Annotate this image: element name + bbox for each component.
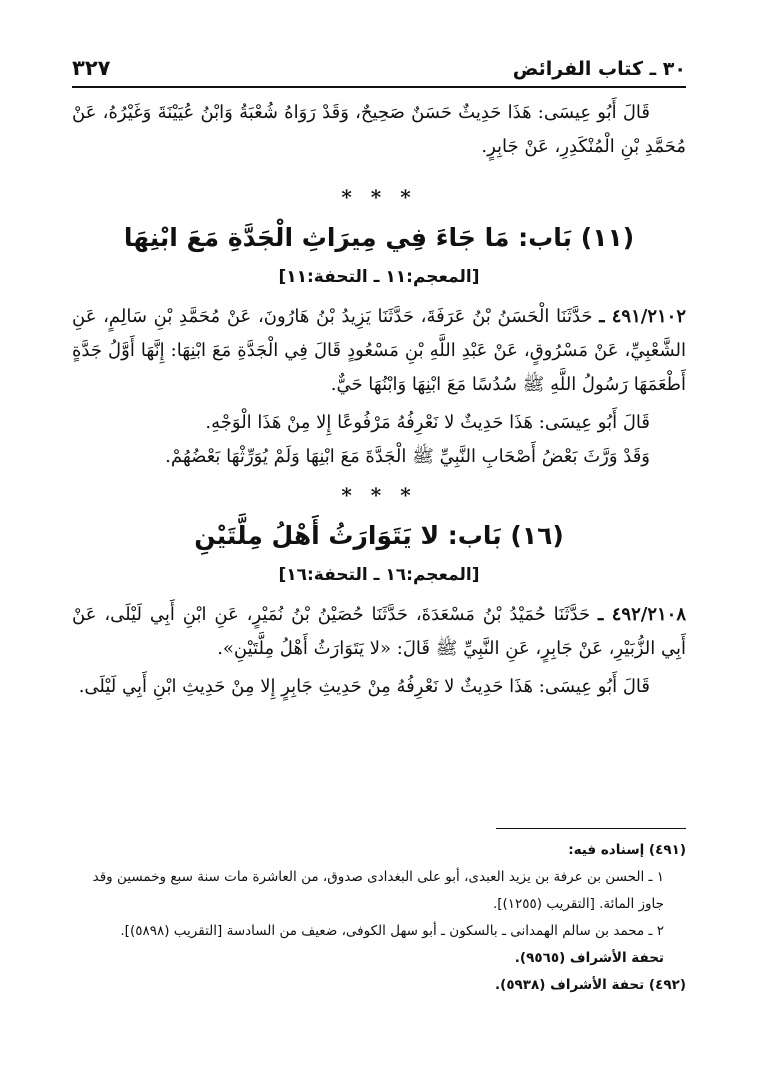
hadith-text: حَدَّثَنَا الْحَسَنُ بْنُ عَرَفَةَ، حَدَّثَنَا يَزِيدُ بْنُ هَارُونَ، عَنْ مُحَمَّدِ بْنِ سَالِمٍ، عَنِ الشَّعْبِيِّ، عَنْ مَسْرُوقٍ، عَنْ عَبْدِ اللَّهِ بْنِ مَسْعُودٍ قَالَ فِي الْجَدَّةِ مَعَ ابْنِهَا: إِنَّهَا أَوَّلُ جَدَّةٍ أَطْعَمَهَا رَسُولُ اللَّهِ ﷺ سُدُسًا مَعَ ابْنِهَا وَابْنُهَا حَيٌّ. <box>72 306 686 395</box>
commentary-paragraph: قَالَ أَبُو عِيسَى: هَذَا حَدِيثٌ لا نَعْرِفُهُ مِنْ حَدِيثِ جَابِرٍ إِلا مِنْ حَدِيثِ ابْنِ أَبِي لَيْلَى. <box>78 676 650 697</box>
hadith-text: حَدَّثَنَا حُمَيْدُ بْنُ مَسْعَدَةَ، حَدَّثَنَا حُصَيْنُ بْنُ نُمَيْرٍ، عَنِ ابْنِ أَبِي لَيْلَى، عَنْ أَبِي الزُّبَيْرِ، عَنْ جَابِرٍ، عَنِ النَّبِيِّ ﷺ قَالَ: «لا يَتَوَارَثُ أَهْلُ مِلَّتَيْنِ». <box>72 604 686 659</box>
footnote-separator <box>496 828 686 829</box>
hadith-paragraph <box>72 300 686 402</box>
main-text <box>72 96 686 704</box>
chapter-reference: [المعجم:١١ ـ التحفة:١١] <box>278 267 480 287</box>
footnote-item: (٤٩٢) تحفة الأشراف (٥٩٣٨). <box>495 977 686 993</box>
footnote-item: ٢ ـ محمد بن سالم الهمدانى ـ بالسكون ـ أبو سهل الكوفى، ضعيف من السادسة [التقريب (٥٨٩٨)]. <box>120 923 664 939</box>
hadith-number: ٤٩١/٢١٠٢ ـ <box>599 306 686 327</box>
footnote-item: تحفة الأشراف (٩٥٦٥). <box>514 950 664 966</box>
section-divider: * * * <box>341 483 417 507</box>
hadith-paragraph <box>72 598 686 666</box>
commentary-paragraph: قَالَ أَبُو عِيسَى: هَذَا حَدِيثٌ حَسَنٌ صَحِيحٌ، وَقَدْ رَوَاهُ شُعْبَةُ وَابْنُ عُيَيْنَةَ وَغَيْرُهُ، عَنْ مُحَمَّدِ بْنِ الْمُنْكَدِرِ، عَنْ جَابِرٍ. <box>72 102 686 157</box>
running-chapter-title: ٣٠ ـ كتاب الفرائض <box>512 58 686 80</box>
chapter-title: (١١) بَاب: مَا جَاءَ فِي مِيرَاثِ الْجَدَّةِ مَعَ ابْنِهَا <box>123 223 635 252</box>
footnote-item: ١ ـ الحسن بن عرفة بن يزيد العبدى، أبو على البغدادى صدوق، من العاشرة مات سنة سبع وخمسين وقد جاوز المائة. [التقريب (١٢٥٥)]. <box>92 869 664 912</box>
page-number: ٣٢٧ <box>72 56 111 80</box>
commentary-paragraph: وَقَدْ وَرَّثَ بَعْضُ أَصْحَابِ النَّبِيِّ ﷺ الْجَدَّةَ مَعَ ابْنِهَا وَلَمْ يُوَرِّثْهَا بَعْضُهُمْ. <box>165 446 650 467</box>
page-header <box>72 48 686 88</box>
commentary-paragraph: قَالَ أَبُو عِيسَى: هَذَا حَدِيثٌ لا نَعْرِفُهُ مَرْفُوعًا إِلا مِنْ هَذَا الْوَجْهِ. <box>205 412 650 433</box>
chapter-reference: [المعجم:١٦ ـ التحفة:١٦] <box>278 565 480 585</box>
hadith-number: ٤٩٢/٢١٠٨ ـ <box>598 604 686 625</box>
footnotes <box>72 828 686 999</box>
section-divider: * * * <box>341 185 417 209</box>
footnote-heading: (٤٩١) إسناده فيه: <box>568 842 686 858</box>
chapter-title: (١٦) بَاب: لا يَتَوَارَثُ أَهْلُ مِلَّتَيْنِ <box>194 521 564 550</box>
